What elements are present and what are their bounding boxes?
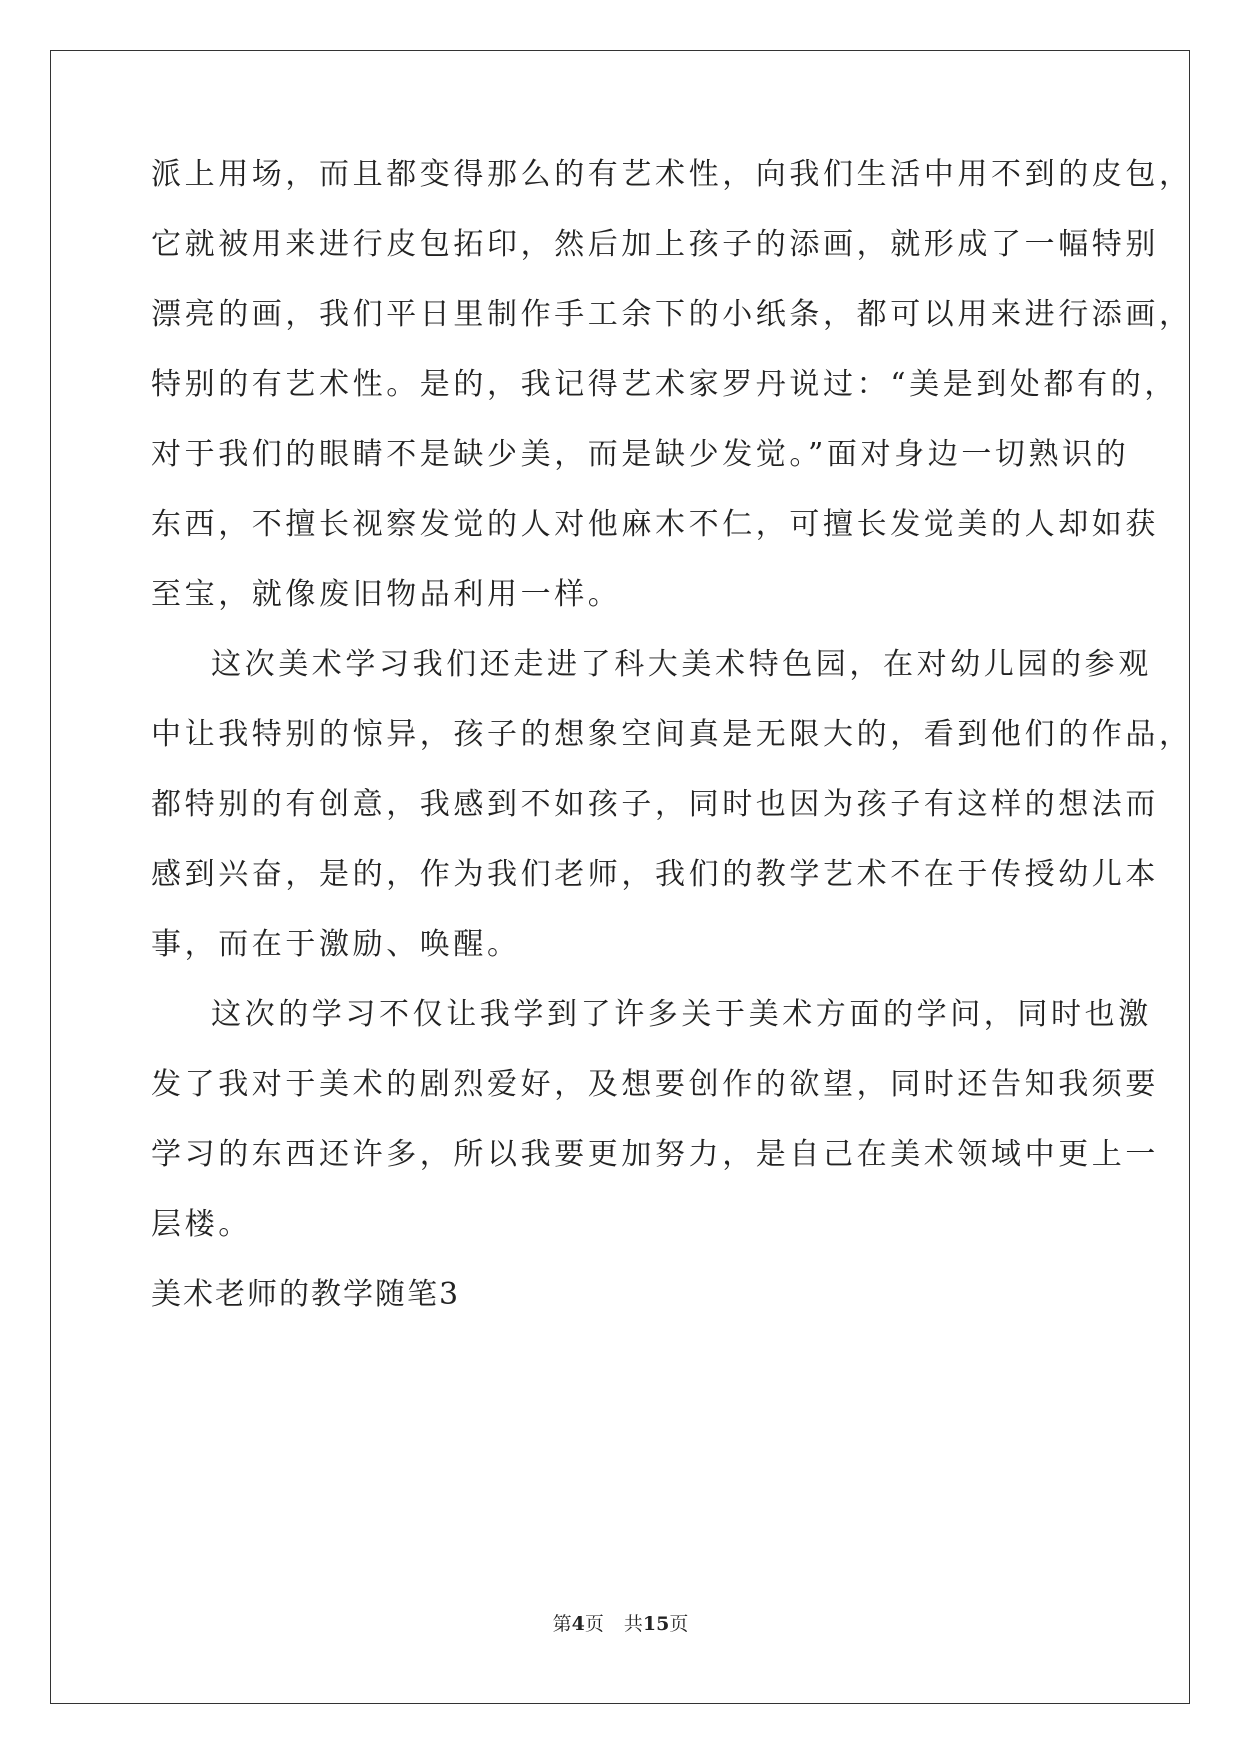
total-suffix: 页 xyxy=(669,1613,689,1635)
body-text-line: 至宝，就像废旧物品利用一样。 xyxy=(151,577,622,612)
body-text-line: 它就被用来进行皮包拓印，然后加上孩子的添画，就形成了一幅特别 xyxy=(151,227,1159,262)
body-text-line: 对于我们的眼睛不是缺少美，而是缺少发觉。”面对身边一切熟识的 xyxy=(151,437,1130,472)
total-prefix: 共 xyxy=(623,1613,643,1635)
body-text-line: 派上用场，而且都变得那么的有艺术性，向我们生活中用不到的皮包， xyxy=(151,157,1193,192)
body-text-line: 东西，不擅长视察发觉的人对他麻木不仁，可擅长发觉美的人却如获 xyxy=(151,507,1159,542)
body-text-line: 学习的东西还许多，所以我要更加努力，是自己在美术领域中更上一 xyxy=(151,1137,1159,1172)
body-text-line: 漂亮的画，我们平日里制作手工余下的小纸条，都可以用来进行添画， xyxy=(151,297,1193,332)
body-text-line: 特别的有艺术性。是的，我记得艺术家罗丹说过：“美是到处都有的， xyxy=(151,367,1178,402)
page-prefix: 第 xyxy=(552,1613,572,1635)
section-heading: 美术老师的教学随笔3 xyxy=(151,1277,461,1312)
page-footer xyxy=(0,1612,1241,1636)
body-text-line: 这次的学习不仅让我学到了许多关于美术方面的学问，同时也激 xyxy=(211,997,1152,1032)
body-text-line: 层楼。 xyxy=(151,1207,252,1242)
body-text-line: 感到兴奋，是的，作为我们老师，我们的教学艺术不在于传授幼儿本 xyxy=(151,857,1159,892)
total-pages: 15 xyxy=(642,1613,670,1635)
body-text-line: 都特别的有创意，我感到不如孩子，同时也因为孩子有这样的想法而 xyxy=(151,787,1159,822)
body-text-line: 发了我对于美术的剧烈爱好，及想要创作的欲望，同时还告知我须要 xyxy=(151,1067,1159,1102)
page-number: 4 xyxy=(571,1613,585,1635)
body-text-line: 这次美术学习我们还走进了科大美术特色园，在对幼儿园的参观 xyxy=(211,647,1152,682)
page-suffix: 页 xyxy=(584,1613,604,1635)
body-text-line: 中让我特别的惊异，孩子的想象空间真是无限大的，看到他们的作品， xyxy=(151,717,1193,752)
body-text-line: 事，而在于激励、唤醒。 xyxy=(151,927,521,962)
